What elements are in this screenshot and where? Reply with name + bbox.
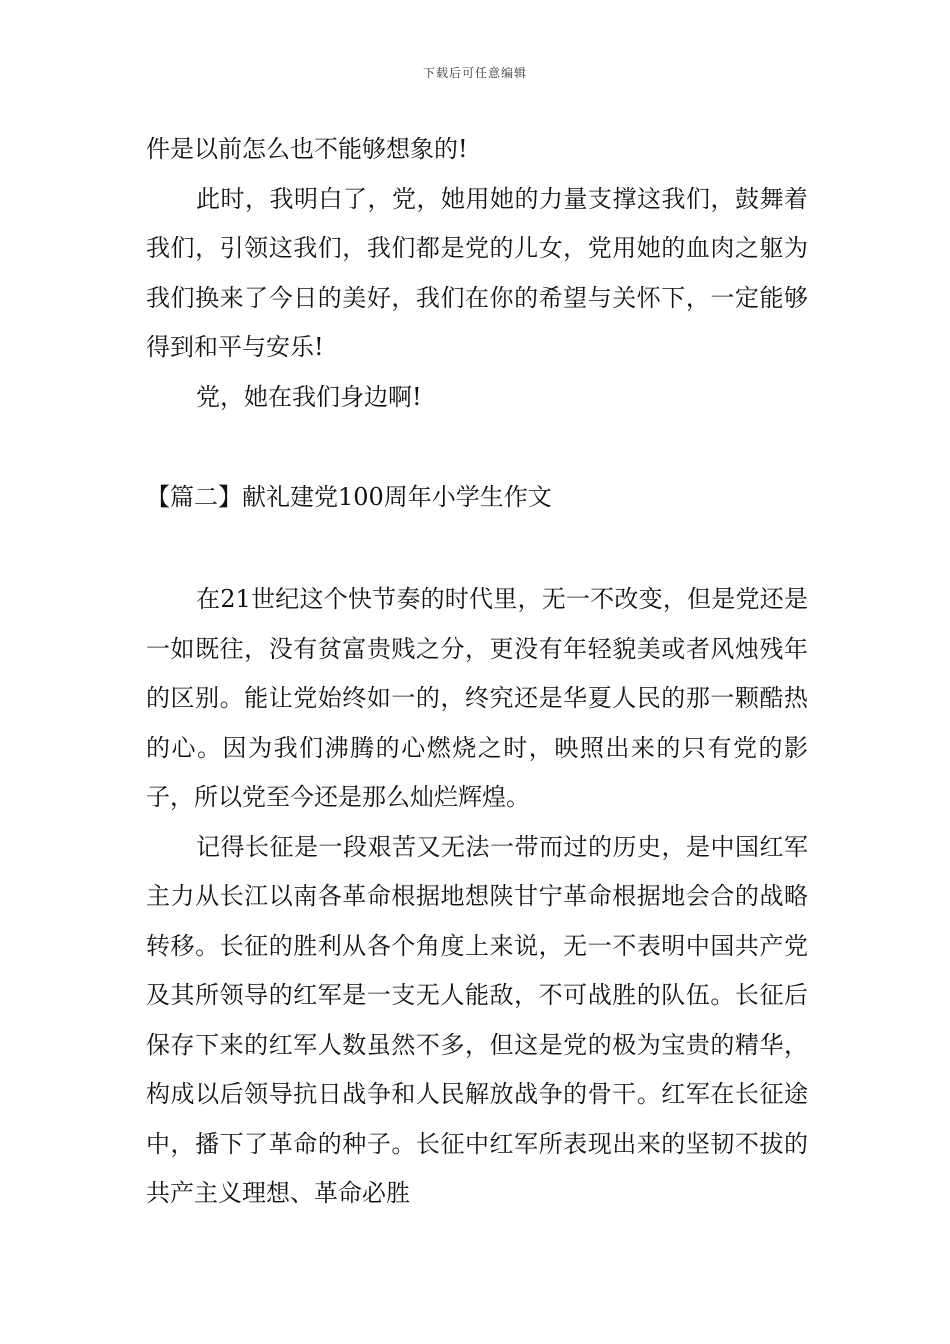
paragraph-party-beside-us: 党，她在我们身边啊! (196, 382, 422, 411)
paragraph-long-march: 记得长征是一段艰苦又无法一带而过的历史，是中国红军主力从长江以南各革命根据地想陕甘宁革命根据地会合的战略转移。长征的胜利从各个角度上来说，无一不表明中国共产党及其所领导的红军是一支无人能敌，不可战胜的队伍。长征后保存下来的红军人数虽然不多，但这是党的极为宝贵的精华，构成以后领导抗日战争和人民解放战争的骨干。红军在长征途中，播下了革命的种子。长征中红军所表现出来的坚韧不拔的共产主义理想、革命必胜 (146, 832, 808, 1207)
section-2-heading-block (146, 473, 808, 523)
section-1-text (146, 125, 808, 422)
page-header-note: 下载后可任意编辑 (422, 66, 527, 80)
paragraph-continuation: 件是以前怎么也不能够想象的! (146, 135, 468, 163)
paragraph-party-support: 此时，我明白了，党，她用她的力量支撑这我们，鼓舞着我们，引领这我们，我们都是党的儿女，党用她的血肉之躯为我们换来了今日的美好，我们在你的希望与关怀下，一定能够得到和平与安乐! (146, 184, 808, 361)
paragraph-21st-century: 在21世纪这个快节奏的时代里，无一不改变，但是党还是一如既往，没有贫富贵贱之分，更没有年轻貌美或者风烛残年的区别。能让党始终如一的，终究还是华夏人民的那一颗酷热的心。因为我们沸腾的心燃烧之时，映照出来的只有党的影子，所以党至今还是那么灿烂辉煌。 (146, 585, 808, 811)
section-title: 【篇二】献礼建党100周年小学生作文 (146, 483, 552, 511)
section-2-text (146, 575, 808, 1219)
